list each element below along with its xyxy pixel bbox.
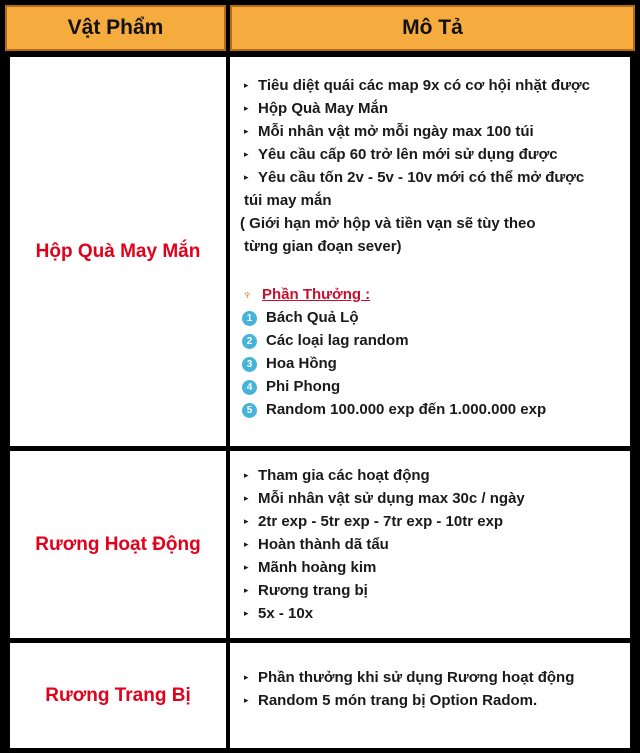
reward-item: 5 Random 100.000 exp đến 1.000.000 exp	[242, 398, 546, 421]
note-line: ( Giới hạn mở hộp và tiền vạn sẽ tùy theo	[240, 215, 536, 232]
bullet-icon: ▸	[244, 539, 249, 549]
reward-item: 4 Phi Phong	[242, 375, 340, 398]
bullet-icon: ▸	[244, 493, 249, 503]
reward-item: 3 Hoa Hồng	[242, 352, 337, 375]
item-name-ruong-hoat-dong: Rương Hoạt Động	[10, 451, 226, 638]
bullet-icon: ▸	[244, 172, 249, 182]
bullet-icon: ▸	[244, 149, 249, 159]
reward-item: 1 Bách Quả Lộ	[242, 306, 359, 329]
item-name-ruong-trang-bi: Rương Trang Bị	[10, 643, 226, 748]
desc-line: ▸ Yêu cầu cấp 60 trở lên mới sử dụng được	[244, 143, 558, 166]
item-desc-ruong-trang-bi	[230, 643, 630, 748]
reward-heading: ♆ Phần Thưởng :	[242, 283, 370, 306]
desc-line: ▸ Hộp Quà May Mắn	[244, 97, 388, 120]
bullet-icon: ▸	[244, 103, 249, 113]
desc-line: ▸ Tham gia các hoạt động	[244, 464, 430, 487]
header-item: Vật Phẩm	[5, 5, 226, 51]
desc-line: ▸ Hoàn thành dã tẩu	[244, 533, 389, 556]
item-desc-ruong-hoat-dong	[230, 451, 630, 638]
bullet-icon: ▸	[244, 562, 249, 572]
bullet-icon: ▸	[244, 585, 249, 595]
note-line: từng gian đoạn sever)	[244, 238, 402, 255]
bullet-icon: ▸	[244, 516, 249, 526]
number-badge-icon: 1	[242, 311, 257, 326]
item-name-hop-qua: Hộp Quà May Mắn	[10, 57, 226, 446]
number-badge-icon: 3	[242, 357, 257, 372]
bullet-icon: ▸	[244, 470, 249, 480]
desc-line: ▸ 2tr exp - 5tr exp - 7tr exp - 10tr exp	[244, 510, 503, 533]
desc-line: ▸ 5x - 10x	[244, 602, 313, 625]
item-desc-hop-qua	[230, 57, 630, 446]
desc-line: ▸ Mãnh hoàng kim	[244, 556, 376, 579]
reward-item: 2 Các loại lag random	[242, 329, 409, 352]
number-badge-icon: 2	[242, 334, 257, 349]
desc-line: ▸ Rương trang bị	[244, 579, 368, 602]
bullet-icon: ▸	[244, 672, 249, 682]
bullet-icon: ▸	[244, 126, 249, 136]
bullet-icon: ▸	[244, 80, 249, 90]
number-badge-icon: 5	[242, 403, 257, 418]
desc-line: ▸ Yêu cầu tốn 2v - 5v - 10v mới có thể mở được	[244, 166, 584, 189]
header-description: Mô Tả	[230, 5, 635, 51]
desc-line: ▸ Random 5 món trang bị Option Radom.	[244, 689, 537, 712]
desc-line-continuation: túi may mắn	[244, 192, 332, 209]
desc-line: ▸ Tiêu diệt quái các map 9x có cơ hội nhặt được	[244, 74, 590, 97]
bullet-icon: ▸	[244, 608, 249, 618]
desc-line: ▸ Mỗi nhân vật sử dụng max 30c / ngày	[244, 487, 525, 510]
bullet-icon: ▸	[244, 695, 249, 705]
trident-icon: ♆	[242, 286, 253, 302]
number-badge-icon: 4	[242, 380, 257, 395]
desc-line: ▸ Mỗi nhân vật mở mỗi ngày max 100 túi	[244, 120, 534, 143]
desc-line: ▸ Phần thưởng khi sử dụng Rương hoạt động	[244, 666, 574, 689]
